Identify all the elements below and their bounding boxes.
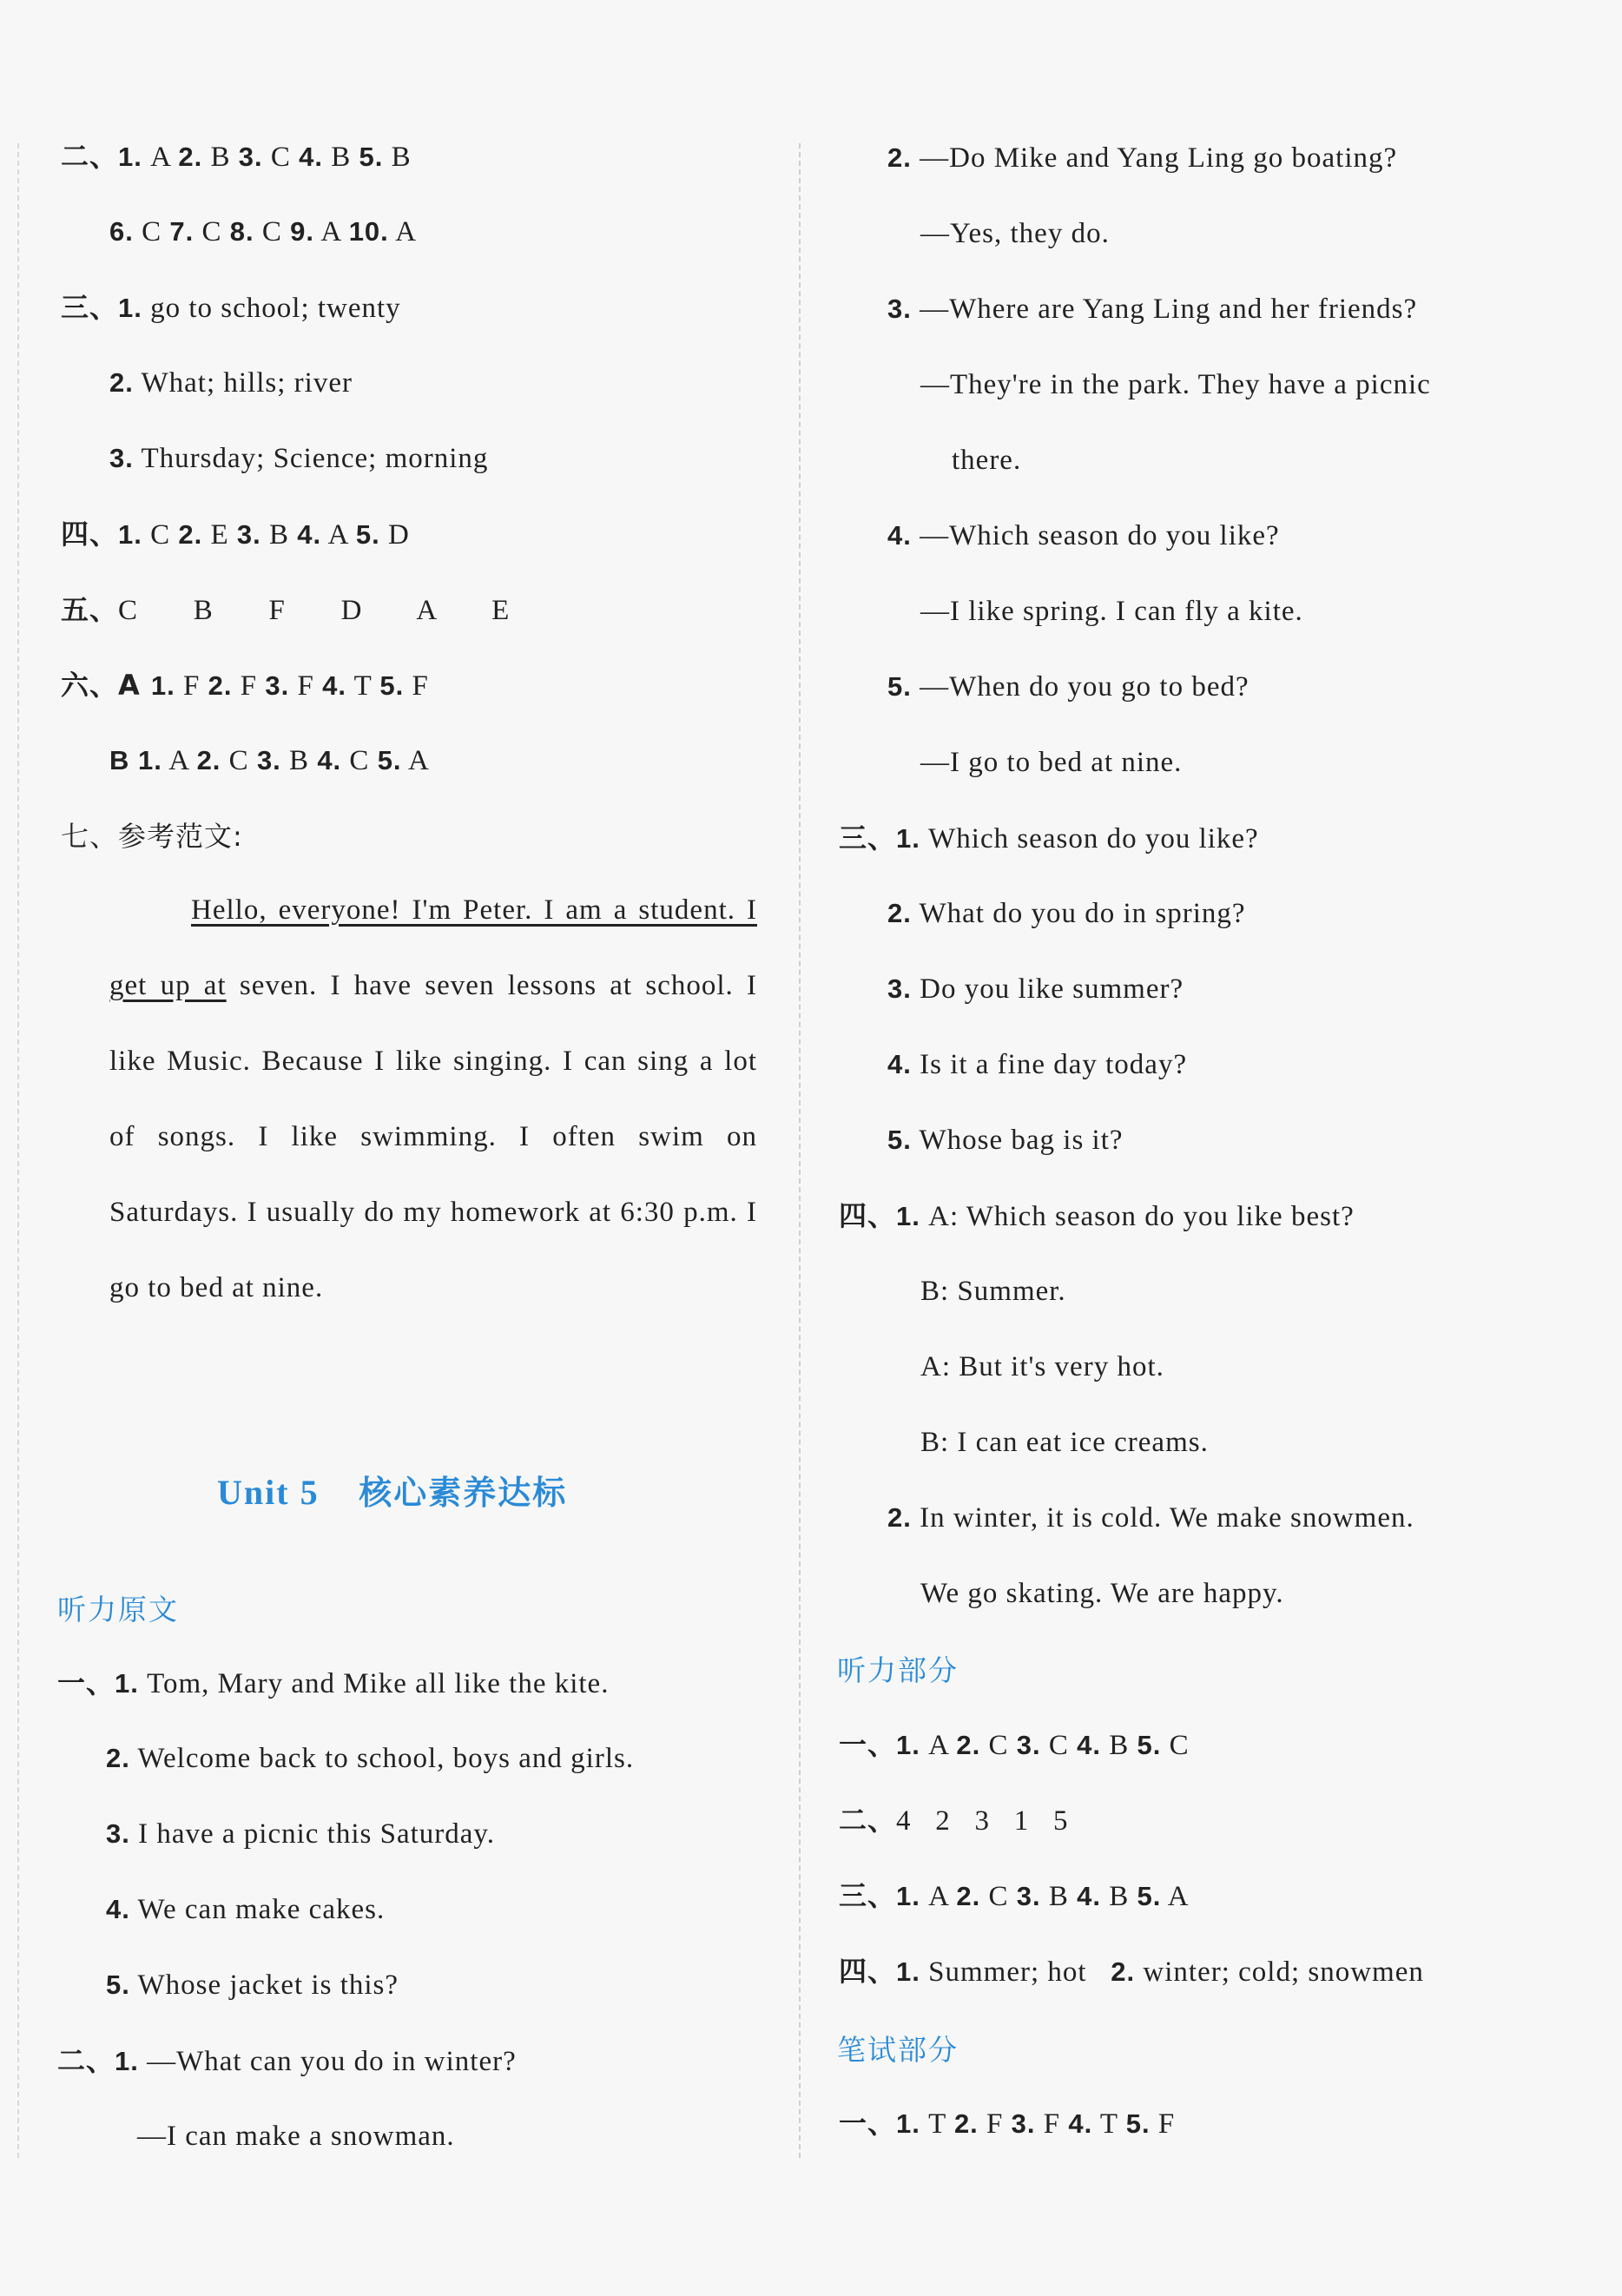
answer-line: 2. In winter, it is cold. We make snowmen.	[887, 1502, 1414, 1534]
answer-line: 3. Do you like summer?	[887, 973, 1184, 1005]
listening-text-heading: 听力原文	[57, 1593, 179, 1626]
column-divider	[799, 143, 801, 2158]
answer-line: 一、1. Tom, Mary and Mike all like the kite.	[57, 1666, 610, 1699]
answer-line: 2. What; hills; river	[109, 367, 353, 399]
answer-line: —I go to bed at nine.	[920, 747, 1183, 778]
section-heading: 七、参考范文:	[61, 820, 243, 853]
answer-line: 3. I have a picnic this Saturday.	[106, 1818, 496, 1850]
answer-line: 四、1. C 2. E 3. B 4. A 5. D	[61, 518, 410, 551]
answer-line: 二、1. A 2. B 3. C 4. B 5. B	[61, 140, 412, 173]
answer-line: 5. Whose bag is it?	[887, 1125, 1124, 1156]
answer-line: B 1. A 2. C 3. B 4. C 5. A	[109, 745, 430, 776]
answer-line: 2. Welcome back to school, boys and girls.	[106, 1743, 635, 1774]
answer-line: A: But it's very hot.	[920, 1351, 1164, 1382]
answer-line: 三、1. A 2. C 3. B 4. B 5. A	[839, 1879, 1190, 1912]
answer-line: B: I can eat ice creams.	[920, 1427, 1209, 1458]
answer-line: —I can make a snowman.	[137, 2121, 455, 2152]
answer-line: 二、1. —What can you do in winter?	[57, 2044, 517, 2077]
answer-line: —They're in the park. They have a picnic	[920, 369, 1431, 400]
answer-line: 2. What do you do in spring?	[887, 898, 1246, 929]
answer-line: 三、1. go to school; twenty	[61, 291, 401, 324]
answer-line: 一、1. A 2. C 3. C 4. B 5. C	[839, 1728, 1190, 1761]
written-part-heading: 笔试部分	[837, 2033, 959, 2067]
answer-line: We go skating. We are happy.	[920, 1578, 1284, 1609]
answer-line: 三、1. Which season do you like?	[839, 821, 1259, 854]
answer-line: 一、1. T 2. F 3. F 4. T 5. F	[839, 2107, 1176, 2140]
listening-part-heading: 听力部分	[837, 1653, 959, 1687]
answer-line: 3. Thursday; Science; morning	[109, 443, 489, 474]
answer-line: —Yes, they do.	[920, 218, 1110, 249]
answer-line: 二、4 2 3 1 5	[839, 1804, 1069, 1837]
answer-line: 五、C B F D A E	[61, 593, 511, 626]
answer-line: 6. C 7. C 8. C 9. A 10. A	[109, 216, 418, 247]
answer-line: 5. Whose jacket is this?	[106, 1969, 399, 2001]
answer-line: 2. —Do Mike and Yang Ling go boating?	[887, 142, 1398, 174]
answer-line: 3. —Where are Yang Ling and her friends?	[887, 294, 1418, 325]
sample-essay	[109, 873, 757, 1326]
answer-line: B: Summer.	[920, 1276, 1066, 1307]
essay-text: seven. I have seven lessons at school. I like Music. Because I like singing. I can sing a lot of songs. I like swimming. I often swim on Saturdays. I usually do my homework at 6:30 p.m. I go to bed at nine.	[109, 970, 757, 1303]
answer-line: there.	[952, 445, 1022, 476]
essay-underlined-text: Hello, everyone! I'm Peter. I am a student. I get up at	[109, 894, 757, 1001]
unit-title: Unit 5 核心素养达标	[217, 1473, 568, 1512]
answer-line: 六、A 1. F 2. F 3. F 4. T 5. F	[61, 669, 429, 702]
answer-line: 5. —When do you go to bed?	[887, 671, 1249, 703]
answer-line: —I like spring. I can fly a kite.	[920, 596, 1303, 627]
answer-line: 四、1. A: Which season do you like best?	[839, 1199, 1355, 1232]
left-edge-rule	[17, 143, 19, 2158]
answer-line: 四、1. Summer; hot 2. winter; cold; snowmen	[839, 1955, 1424, 1988]
answer-line: 4. —Which season do you like?	[887, 520, 1280, 551]
answer-line: 4. Is it a fine day today?	[887, 1049, 1188, 1080]
answer-line: 4. We can make cakes.	[106, 1894, 386, 1925]
